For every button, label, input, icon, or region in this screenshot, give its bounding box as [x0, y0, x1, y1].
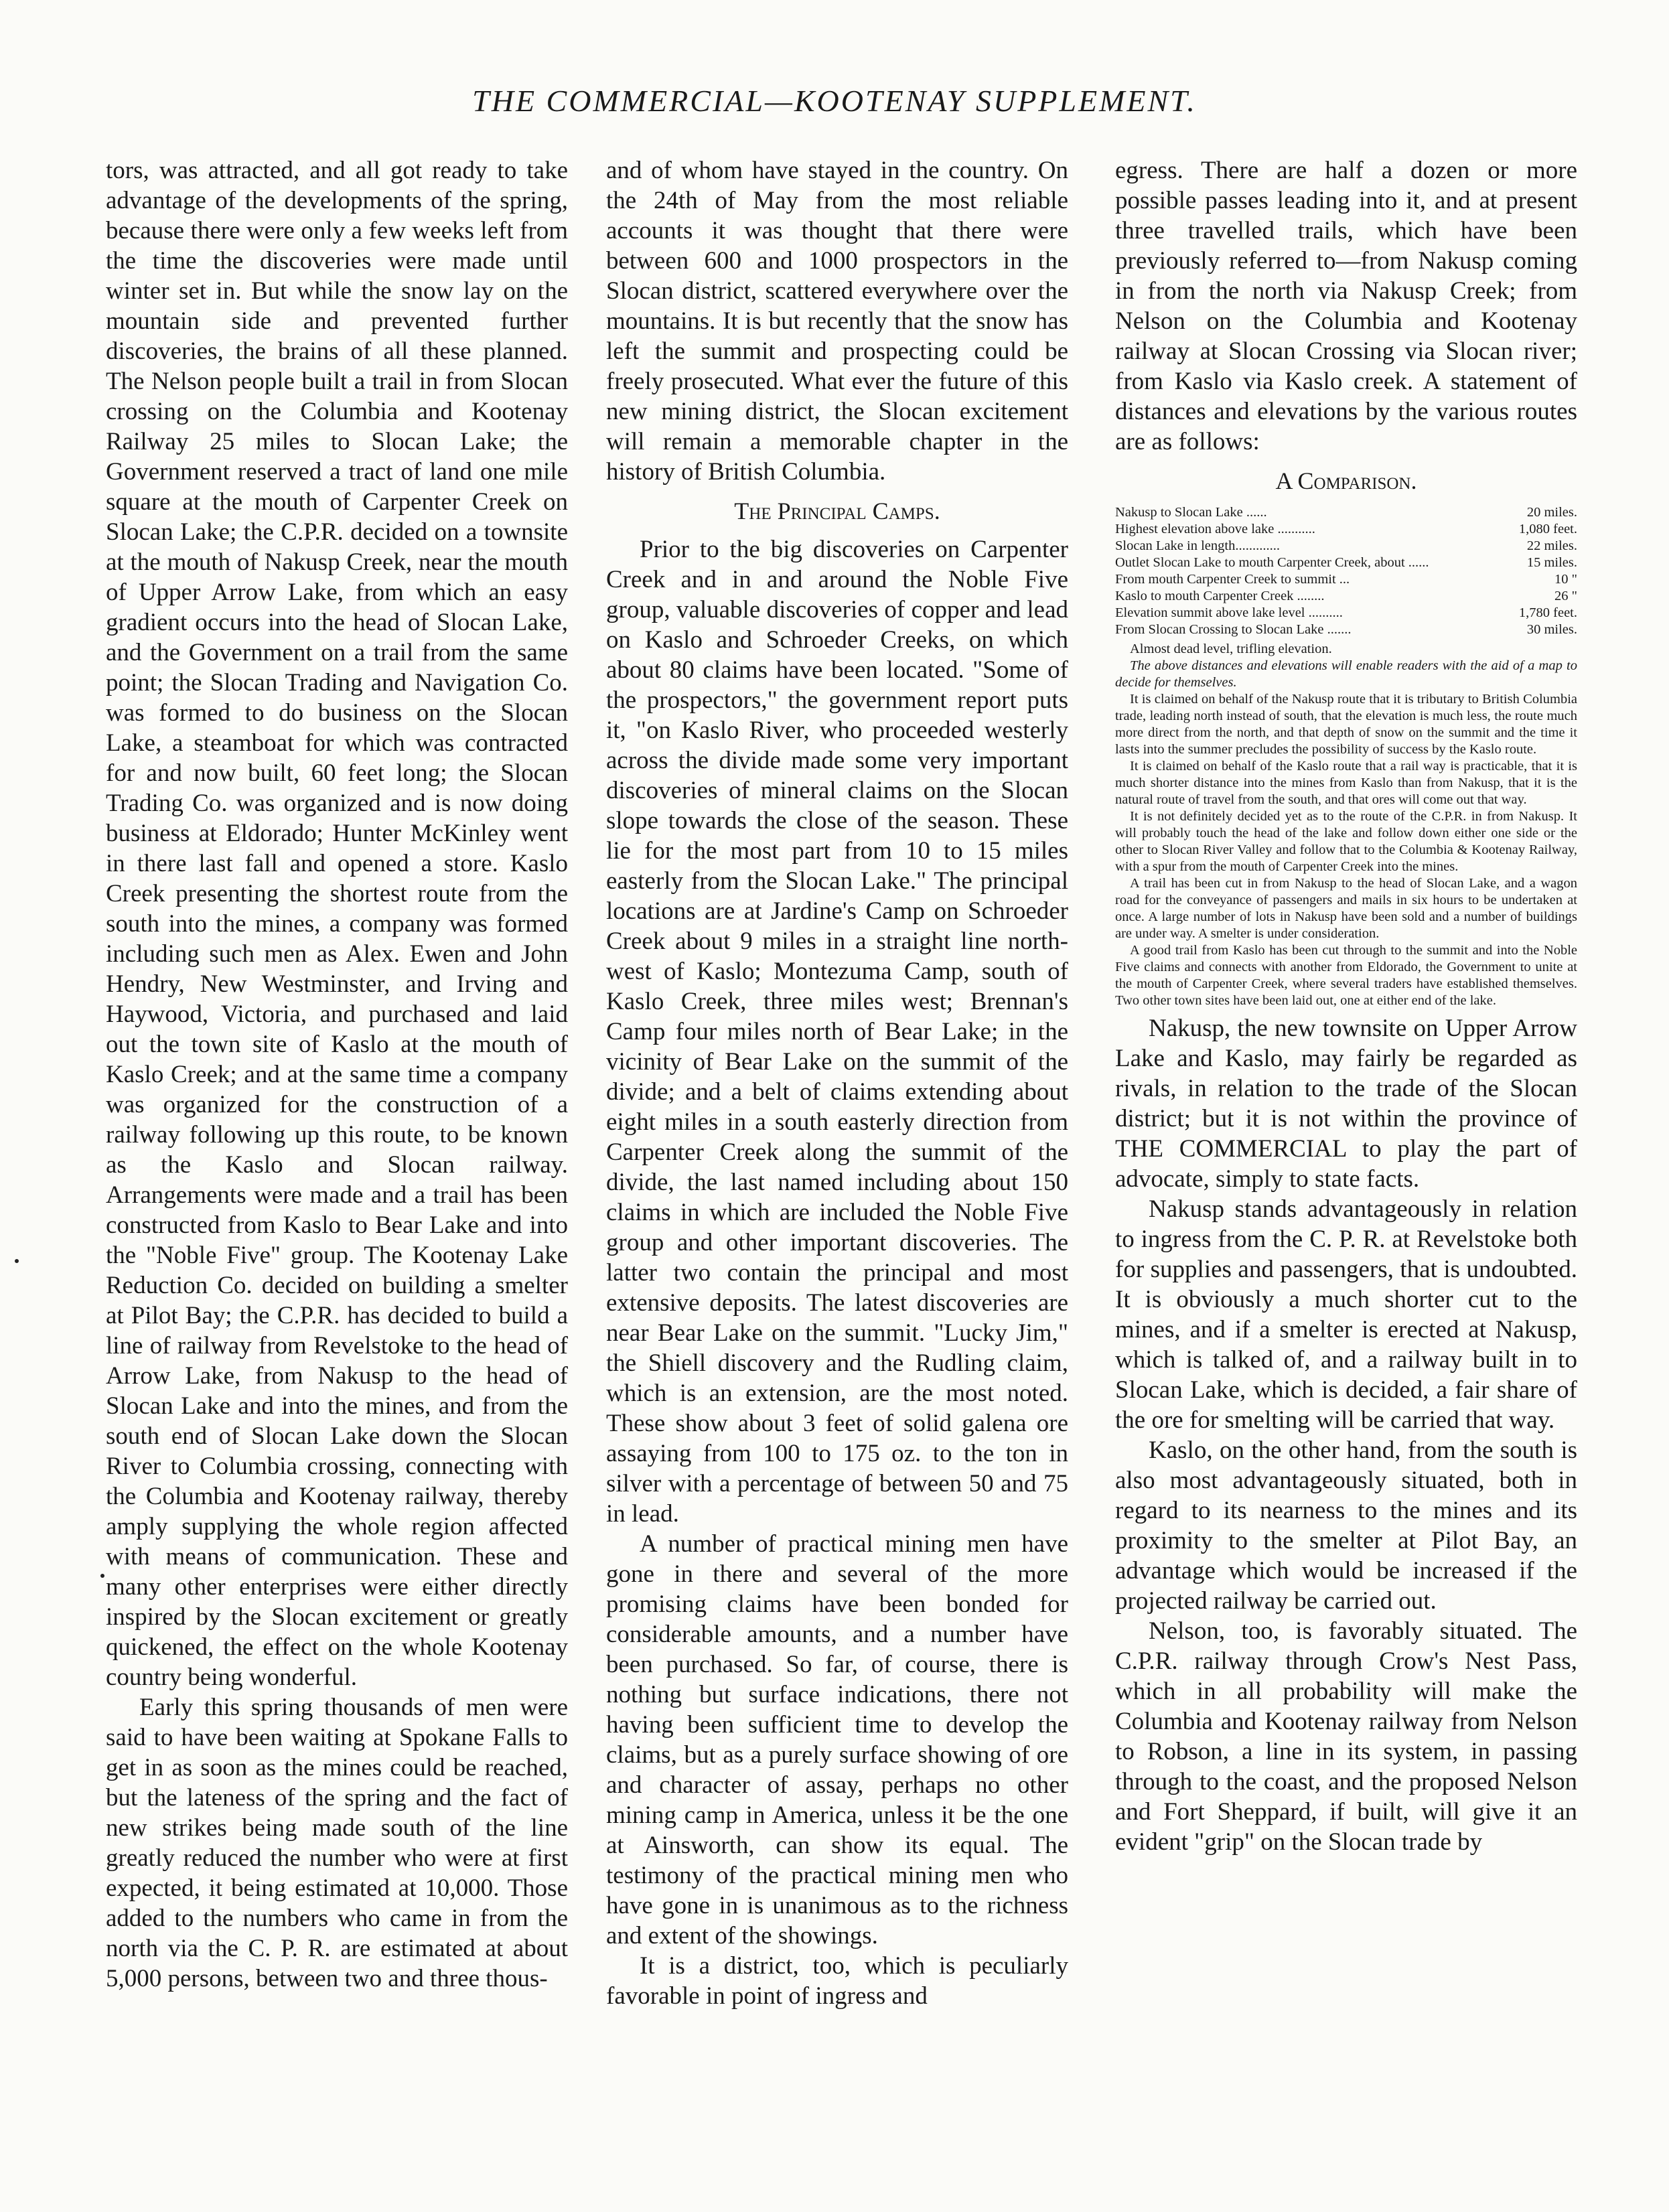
column-3: [1115, 155, 1577, 1857]
note: The above distances and elevations will enable readers with the aid of a map to decide for themselves.: [1115, 658, 1577, 690]
distance-value: 1,780 feet.: [1518, 605, 1577, 620]
distance-value: 30 miles.: [1526, 622, 1577, 637]
distance-value: 1,080 feet.: [1518, 522, 1577, 536]
distance-value: 26 ": [1554, 589, 1577, 603]
paragraph: Early this spring thousands of men were said to have been waiting at Spokane Falls to get in as soon as the mines could be reached, but the lateness of the spring and the fact of new strikes being made south of the line greatly reduced the number who were at first expected, it being estimated at 10,000. Those added to the numbers who came in from the north via the C. P. R. are estimated at about 5,000 persons, between two and three thous-: [106, 1694, 568, 1992]
distance-label: Outlet Slocan Lake to mouth Carpenter Creek, about ......: [1115, 555, 1429, 570]
note: It is claimed on behalf of the Nakusp route that it is tributary to British Columbia trade, leading north instead of south, that the elevation is much less, the route much more direct from the north, and that depth of snow on the summit and the time it lasts into the summer precludes the possibility of success by the Kaslo route.: [1115, 692, 1577, 757]
distance-label: Nakusp to Slocan Lake ......: [1115, 505, 1267, 520]
distance-label: Elevation summit above lake level ..........: [1115, 605, 1343, 620]
distance-value: 15 miles.: [1526, 555, 1577, 570]
note: It is not definitely decided yet as to the route of the C.P.R. in from Nakusp. It will probably touch the head of the lake and follow down either one side or the other to Slocan River Valley and follow that to the Columbia & Kootenay Railway, with a spur from the mouth of Carpenter Creek into the mines.: [1115, 809, 1577, 874]
note: A good trail from Kaslo has been cut through to the summit and into the Noble Five claims and connects with another from Eldorado, the Government to unite at the mouth of Carpenter Creek, where several traders have established themselves. Two other town sites have been laid out, one at either end of the lake.: [1115, 943, 1577, 1008]
distance-value: 22 miles.: [1526, 538, 1577, 553]
paragraph: It is a district, too, which is peculiarly favorable in point of ingress and: [606, 1952, 1068, 2010]
distance-value: 10 ": [1554, 572, 1577, 587]
page-header: THE COMMERCIAL—KOOTENAY SUPPLEMENT.: [472, 84, 1197, 118]
distance-label: Kaslo to mouth Carpenter Creek ........: [1115, 589, 1325, 603]
distance-label: From Slocan Crossing to Slocan Lake .......: [1115, 622, 1352, 637]
paragraph: Nakusp stands advantageously in relation to ingress from the C. P. R. at Revelstoke both for supplies and passengers, that is undoubted. It is obviously a much shorter cut to the mines, and if a smelter is erected at Nakusp, which is talked of, and a railway built in to Slocan Lake, which is decided, a fair share of the ore for smelting will be carried that way.: [1115, 1195, 1577, 1434]
distance-row: [1115, 521, 1577, 538]
paragraph: A number of practical mining men have gone in there and several of the more promising claims have been bonded for considerable amounts, and a number have been purchased. So far, of course, there is nothing but surface indications, there not having been sufficient time to develop the claims, but as a purely surface showing of ore and character of assay, perhaps no other mining camp in America, unless it be the one at Ainsworth, can show its equal. The testimony of the practical mining men who have gone in is unanimous as to the richness and extent of the showings.: [606, 1530, 1068, 1949]
distance-label: From mouth Carpenter Creek to summit ...: [1115, 572, 1350, 587]
paragraph: tors, was attracted, and all got ready to take advantage of the developments of the spring, because there were only a few weeks left from the time the discoveries were made until winter set in. But while the snow lay on the mountain side and prevented further discoveries, the brains of all these planned. The Nelson people built a trail in from Slocan crossing on the Columbia and Kootenay Railway 25 miles to Slocan Lake; the Government reserved a tract of land one mile square at the mouth of Carpenter Creek on Slocan Lake; the C.P.R. decided on a townsite at the mouth of Nakusp Creek, near the mouth of Upper Arrow Lake, from which an easy gradient occurs into the head of Slocan Lake, and the Government on a trail from the same point; the Slocan Trading and Navigation Co. was formed to do business on the Slocan Lake, a steamboat for which was contracted for and now built, 60 feet long; the Slocan Trading Co. was organized and is now doing business at Eldorado; Hunter McKinley went in there last fall and opened a store. Kaslo Creek presenting the shortest route from the south into the mines, a company was formed including such men as Alex. Ewen and John Hendry, New Westminster, and Irving and Haywood, Victoria, and purchased and laid out the town site of Kaslo at the mouth of Kaslo Creek; and at the same time a company was organized for the construction of a railway following up this route, to be known as the Kaslo and Slocan railway. Arrangements were made and a trail has been constructed from Kaslo to Bear Lake and into the "Noble Five" group. The Kootenay Lake Reduction Co. decided on building a smelter at Pilot Bay; the C.P.R. has decided to build a line of railway from Revelstoke to the head of Arrow Lake, from Nakusp to the head of Slocan Lake and into the mines, and from the south end of Slocan Lake down the Slocan River to Columbia crossing, connecting with the Columbia and Kootenay railway, thereby amply supplying the whole region affected with means of communication. These and many other enterprises were either directly inspired by the Slocan excitement or greatly quickened, the effect on the whole Kootenay country being wonderful.: [106, 157, 568, 1691]
print-speck: [15, 1259, 19, 1263]
distance-table: [1115, 504, 1577, 638]
distance-row: [1115, 504, 1577, 521]
column-1: [106, 155, 568, 1994]
distance-value: 20 miles.: [1526, 505, 1577, 520]
distance-row: [1115, 555, 1577, 571]
distance-row: [1115, 605, 1577, 621]
distance-row: [1115, 588, 1577, 605]
distance-label: Slocan Lake in length.............: [1115, 538, 1280, 553]
distance-row: [1115, 571, 1577, 588]
print-speck: [100, 1574, 104, 1578]
distance-row: [1115, 621, 1577, 638]
notes-block: [1115, 641, 1577, 1009]
distance-row: [1115, 538, 1577, 555]
paragraph: egress. There are half a dozen or more possible passes leading into it, and at present three travelled trails, which have been previously referred to—from Nakusp coming in from the north via Nakusp Creek; from Nelson on the Columbia and Kootenay railway at Slocan Crossing via Slocan river; from Kaslo via Kaslo creek. A statement of distances and elevations by the various routes are as follows:: [1115, 157, 1577, 455]
distance-label: Highest elevation above lake ...........: [1115, 522, 1315, 536]
paragraph: Nelson, too, is favorably situated. The C.P.R. railway through Crow's Nest Pass, which in all probability will make the Columbia and Kootenay railway from Nelson to Robson, a line in its system, in passing through to the coast, and the proposed Nelson and Fort Sheppard, if built, will give it an evident "grip" on the Slocan trade by: [1115, 1617, 1577, 1856]
paragraph: Kaslo, on the other hand, from the south is also most advantageously situated, both in regard to its nearness to the mines and its proximity to the smelter at Pilot Bay, an advantage which would be increased if the projected railway be carried out.: [1115, 1436, 1577, 1615]
note: Almost dead level, trifling elevation.: [1130, 642, 1332, 656]
note: A trail has been cut in from Nakusp to the head of Slocan Lake, and a wagon road for the conveyance of passengers and mails in six hours to be undertaken at once. A large number of lots in Nakusp have been sold and a number of buildings are under way. A smelter is under consideration.: [1115, 876, 1577, 941]
paragraph: Prior to the big discoveries on Carpenter Creek and in and around the Noble Five group, valuable discoveries of copper and lead on Kaslo and Schroeder Creeks, on which about 80 claims have been located. "Some of the prospectors," the government report puts it, "on Kaslo River, who proceeded westerly across the divide made some very important discoveries of mineral claims on the Slocan slope towards the close of the season. These lie for the most part from 10 to 15 miles easterly from the Slocan Lake." The principal locations are at Jardine's Camp on Schroeder Creek about 9 miles in a straight line north-west of Kaslo; Montezuma Camp, south of Kaslo Creek, three miles west; Brennan's Camp four miles north of Bear Lake; in the vicinity of Bear Lake on the summit of the divide; and a belt of claims extending about eight miles in a south easterly direction from Carpenter Creek along the summit of the divide, the last named including about 150 claims in which are included the Noble Five group and other important discoveries. The latter two contain the principal and most extensive deposits. The latest discoveries are near Bear Lake on the summit. "Lucky Jim," the Shiell discovery and the Rudling claim, which is an extension, are the most noted. These show about 3 feet of solid galena ore assaying from 100 to 175 oz. to the ton in silver with a percentage of between 50 and 75 in lead.: [606, 536, 1068, 1528]
note: It is claimed on behalf of the Kaslo route that a rail way is practicable, that it is much shorter distance into the mines from Kaslo than from Nakusp, that it is the natural route of travel from the south, and that ores will come out that way.: [1115, 759, 1577, 807]
section-heading-comparison: A Comparison.: [1275, 467, 1417, 494]
section-heading-principal-camps: The Principal Camps.: [734, 498, 940, 524]
paragraph: and of whom have stayed in the country. On the 24th of May from the most reliable accounts it was thought that there were between 600 and 1000 prospectors in the Slocan district, scattered everywhere over the mountains. It is but recently that the snow has left the summit and prospecting could be freely prosecuted. What ever the future of this new mining district, the Slocan excitement will remain a memorable chapter in the history of British Columbia.: [606, 157, 1068, 486]
column-2: [606, 155, 1068, 2011]
paragraph: Nakusp, the new townsite on Upper Arrow Lake and Kaslo, may fairly be regarded as rivals, in relation to the trade of the Slocan district; but it is not within the province of THE COMMERCIAL to play the part of advocate, simply to state facts.: [1115, 1015, 1577, 1193]
